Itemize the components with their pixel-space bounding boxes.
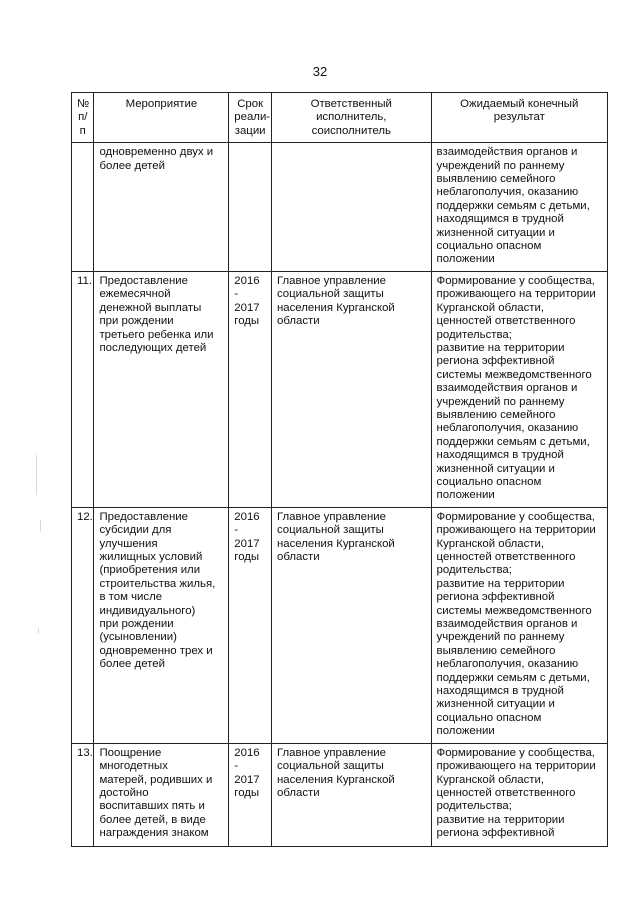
cell-term: 2016 - 2017 годы bbox=[229, 743, 272, 846]
table-row bbox=[72, 143, 608, 272]
cell-executor: Главное управление социальной защиты населения Курганской области bbox=[271, 743, 431, 846]
header-event: Мероприятие bbox=[94, 93, 229, 143]
header-term: Срок реали- зации bbox=[229, 93, 272, 143]
cell-number: 13. bbox=[72, 743, 94, 846]
cell-number: 11. bbox=[72, 271, 94, 507]
cell-term: 2016 - 2017 годы bbox=[229, 507, 272, 743]
cell-executor: Главное управление социальной защиты населения Курганской области bbox=[271, 507, 431, 743]
header-result: Ожидаемый конечный результат bbox=[431, 93, 607, 143]
cell-number: 12. bbox=[72, 507, 94, 743]
table-row bbox=[72, 507, 608, 743]
table-header-row bbox=[72, 93, 608, 143]
scan-mark bbox=[38, 628, 39, 634]
header-number: № п/п bbox=[72, 93, 94, 143]
cell-event: Предоставление ежемесячной денежной выплаты при рождении третьего ребенка или последующих детей bbox=[94, 271, 229, 507]
scan-mark bbox=[36, 455, 37, 495]
cell-number bbox=[72, 143, 94, 272]
page-number: 32 bbox=[312, 64, 328, 79]
cell-event: Поощрение многодетных матерей, родивших и достойно воспитавших пять и более детей, в виде награждения знаком bbox=[94, 743, 229, 846]
events-table bbox=[71, 92, 608, 847]
table-row bbox=[72, 743, 608, 846]
cell-term: 2016 - 2017 годы bbox=[229, 271, 272, 507]
cell-result: Формирование у сообщества, проживающего на территории Курганской области, ценностей ответственного родительства; развитие на территории региона эффективной bbox=[431, 743, 607, 846]
cell-result: Формирование у сообщества, проживающего на территории Курганской области, ценностей ответственного родительства; развитие на территории региона эффективной системы межведомственного взаимодействия органов и учреждений по раннему выявлению семейного неблагополучия, оказанию поддержки семьям с детьми, находящимся в трудной жизненной ситуации и социально опасном положении bbox=[431, 271, 607, 507]
header-executor: Ответственный исполнитель, соисполнитель bbox=[271, 93, 431, 143]
scan-mark bbox=[40, 520, 41, 532]
cell-result: взаимодействия органов и учреждений по раннему выявлению семейного неблагополучия, оказанию поддержки семьям с детьми, находящимся в трудной жизненной ситуации и социально опасном положении bbox=[431, 143, 607, 272]
table-row bbox=[72, 271, 608, 507]
cell-result: Формирование у сообщества, проживающего на территории Курганской области, ценностей ответственного родительства; развитие на территории региона эффективной системы межведомственного взаимодействия органов и учреждений по раннему выявлению семейного неблагополучия, оказанию поддержки семьям с детьми, находящимся в трудной жизненной ситуации и социально опасном положении bbox=[431, 507, 607, 743]
cell-event: одновременно двух и более детей bbox=[94, 143, 229, 272]
cell-term bbox=[229, 143, 272, 272]
cell-executor: Главное управление социальной защиты населения Курганской области bbox=[271, 271, 431, 507]
cell-event: Предоставление субсидии для улучшения жилищных условий (приобретения или строительства жилья, в том числе индивидуального) при рождении (усыновлении) одновременно трех и более детей bbox=[94, 507, 229, 743]
cell-executor bbox=[271, 143, 431, 272]
